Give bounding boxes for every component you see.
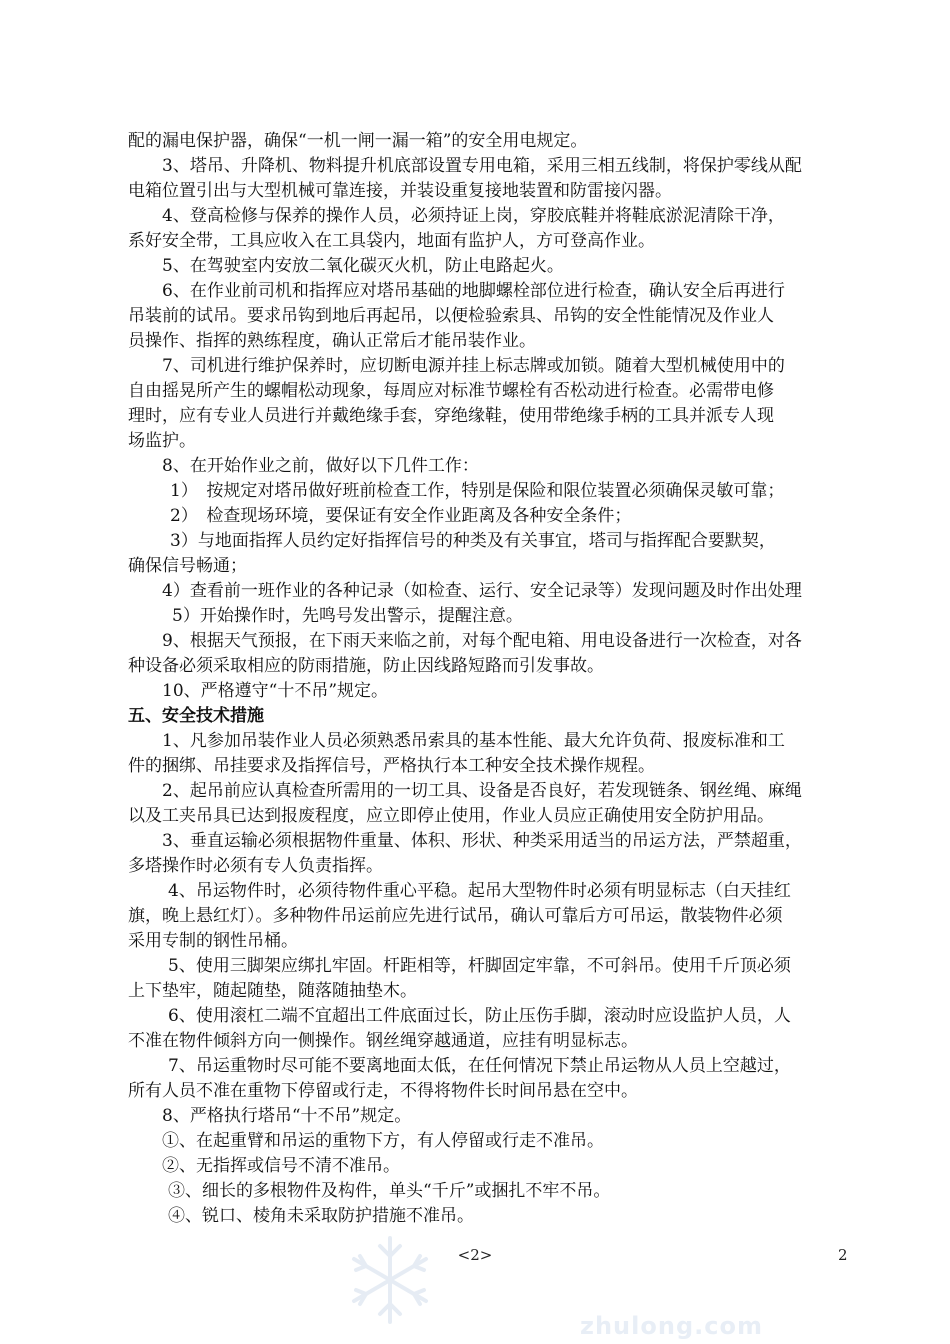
list-item: 5）开始操作时，先鸣号发出警示，提醒注意。 bbox=[172, 606, 523, 626]
text-line: 场监护。 bbox=[128, 431, 196, 451]
text-line: 上下垫牢，随起随垫，随落随抽垫木。 bbox=[128, 981, 417, 1001]
section-heading: 五、安全技术措施 bbox=[128, 706, 264, 726]
text-line: 9、根据天气预报，在下雨天来临之前，对每个配电箱、用电设备进行一次检查，对各 bbox=[162, 631, 802, 651]
text-line: 5、在驾驶室内安放二氧化碳灭火机，防止电路起火。 bbox=[162, 256, 564, 276]
text-line: 8、严格执行塔吊“十不吊”规定。 bbox=[162, 1106, 412, 1126]
page-number: 2 bbox=[838, 1246, 848, 1264]
text-line: 电箱位置引出与大型机械可靠连接，并装设重复接地装置和防雷接闪器。 bbox=[128, 181, 672, 201]
text-line: 不准在物件倾斜方向一侧操作。钢丝绳穿越通道，应挂有明显标志。 bbox=[128, 1031, 638, 1051]
text-line: 2、起吊前应认真检查所需用的一切工具、设备是否良好，若发现链条、钢丝绳、麻绳 bbox=[162, 781, 802, 801]
text-line: 4、登高检修与保养的操作人员，必须持证上岗，穿胶底鞋并将鞋底淤泥清除干净， bbox=[162, 206, 785, 226]
text-line: 10、严格遵守“十不吊”规定。 bbox=[162, 681, 389, 701]
text-line: 确保信号畅通； bbox=[128, 556, 247, 576]
text-line: 6、使用滚杠二端不宜超出工件底面过长，防止压伤手脚，滚动时应设监护人员，人 bbox=[168, 1006, 791, 1026]
list-item: ③、细长的多根物件及构件，单头“千斤”或捆扎不牢不吊。 bbox=[168, 1181, 611, 1201]
text-line: 理时，应有专业人员进行并戴绝缘手套，穿绝缘鞋，使用带绝缘手柄的工具并派专人现 bbox=[128, 406, 774, 426]
text-line: 件的捆绑、吊挂要求及指挥信号，严格执行本工种安全技术操作规程。 bbox=[128, 756, 655, 776]
footer-page-label: <2> bbox=[457, 1246, 493, 1264]
text-line: 种设备必须采取相应的防雨措施，防止因线路短路而引发事故。 bbox=[128, 656, 604, 676]
text-line: 吊装前的试吊。要求吊钩到地后再起吊，以便检验索具、吊钩的安全性能情况及作业人 bbox=[128, 306, 774, 326]
text-line: 旗，晚上悬红灯）。多种物件吊运前应先进行试吊，确认可靠后方可吊运，散装物件必须 bbox=[128, 906, 783, 926]
text-line: 以及工夹吊具已达到报废程度，应立即停止使用，作业人员应正确使用安全防护用品。 bbox=[128, 806, 774, 826]
text-line: 7、吊运重物时尽可能不要离地面太低，在任何情况下禁止吊运物从人员上空越过， bbox=[168, 1056, 791, 1076]
list-item: ④、锐口、棱角未采取防护措施不准吊。 bbox=[168, 1206, 474, 1226]
text-line: 4、吊运物件时，必须待物件重心平稳。起吊大型物件时必须有明显标志（白天挂红 bbox=[168, 881, 791, 901]
list-item: ①、在起重臂和吊运的重物下方，有人停留或行走不准吊。 bbox=[162, 1131, 604, 1151]
text-line: 7、司机进行维护保养时，应切断电源并挂上标志牌或加锁。随着大型机械使用中的 bbox=[162, 356, 785, 376]
text-line: 配的漏电保护器，确保“一机一闸一漏一箱”的安全用电规定。 bbox=[128, 131, 588, 151]
list-item: 4）查看前一班作业的各种记录（如检查、运行、安全记录等）发现问题及时作出处理 bbox=[162, 581, 802, 601]
text-line: 多塔操作时必须有专人负责指挥。 bbox=[128, 856, 383, 876]
text-line: 8、在开始作业之前，做好以下几件工作： bbox=[162, 456, 479, 476]
list-item: 2） 检查现场环境，要保证有安全作业距离及各种安全条件； bbox=[170, 506, 632, 526]
text-line: 自由摇晃所产生的螺帽松动现象，每周应对标准节螺栓有否松动进行检查。必需带电修 bbox=[128, 381, 774, 401]
text-line: 1、凡参加吊装作业人员必须熟悉吊索具的基本性能、最大允许负荷、报废标准和工 bbox=[162, 731, 785, 751]
text-line: 5、使用三脚架应绑扎牢固。杆距相等，杆脚固定牢靠，不可斜吊。使用千斤顶必须 bbox=[168, 956, 791, 976]
watermark-text: zhulong.com bbox=[580, 1312, 763, 1340]
list-item: ②、无指挥或信号不清不准吊。 bbox=[162, 1156, 400, 1176]
text-line: 员操作、指挥的熟练程度，确认正常后才能吊装作业。 bbox=[128, 331, 536, 351]
text-line: 6、在作业前司机和指挥应对塔吊基础的地脚螺栓部位进行检查，确认安全后再进行 bbox=[162, 281, 785, 301]
text-line: 3、垂直运输必须根据物件重量、体积、形状、种类采用适当的吊运方法，严禁超重， bbox=[162, 831, 802, 851]
snowflake-logo-icon bbox=[340, 1230, 440, 1330]
text-line: 系好安全带，工具应收入在工具袋内，地面有监护人，方可登高作业。 bbox=[128, 231, 655, 251]
text-line: 3、塔吊、升降机、物料提升机底部设置专用电箱，采用三相五线制，将保护零线从配 bbox=[162, 156, 802, 176]
list-item: 1） 按规定对塔吊做好班前检查工作，特别是保险和限位装置必须确保灵敏可靠； bbox=[170, 481, 785, 501]
text-line: 所有人员不准在重物下停留或行走，不得将物件长时间吊悬在空中。 bbox=[128, 1081, 638, 1101]
list-item: 3）与地面指挥人员约定好指挥信号的种类及有关事宜，塔司与指挥配合要默契， bbox=[170, 531, 776, 551]
text-line: 采用专制的钢性吊桶。 bbox=[128, 931, 298, 951]
